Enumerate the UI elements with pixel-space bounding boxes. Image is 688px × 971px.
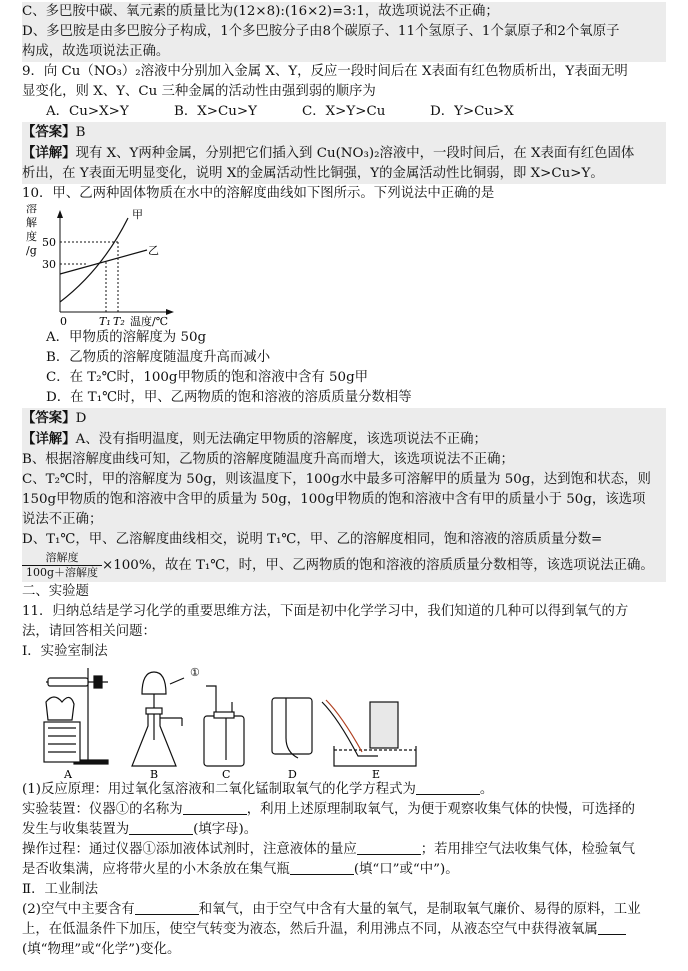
- q11-apparatus-line-2: 发生与收集装置为 (填字母)。: [22, 822, 258, 837]
- q9-options: [22, 102, 666, 122]
- ylabel-char-1: 溶: [26, 204, 37, 215]
- apparatus-c: [204, 686, 244, 766]
- q9-detail-2: 析出，在 Y表面无明显变化，说明 X的金属活动性比铜强，Y的金属活动性比铜弱，即 X>Cu>Y。: [22, 164, 666, 184]
- label-e: E: [372, 768, 381, 780]
- q10-stem: 10．甲、乙两种固体物质在水中的溶解度曲线如下图所示。下列说法中正确的是: [22, 186, 495, 201]
- q9-answer-value: B: [75, 125, 86, 140]
- apparatus-d: [272, 698, 312, 758]
- q10-answer-value: D: [75, 411, 87, 426]
- solubility-chart: [22, 204, 222, 328]
- solubility-graph: [22, 204, 666, 328]
- q9-stem-2: 显变化，则 X、Y、Cu 三种金属的活动性由强到弱的顺序为: [22, 84, 376, 99]
- tick-t2: T₂: [113, 315, 125, 328]
- answer-blank-instrument[interactable]: [183, 801, 247, 815]
- label-c: C: [222, 768, 231, 780]
- q11-apparatus-line: 实验装置：仪器①的名称为 ，利用上述原理制取氧气，为便于观察收集气体的快慢，可选择的: [22, 802, 636, 817]
- x-axis-label: 温度/℃: [130, 315, 169, 328]
- answer-tag: 【答案】: [22, 124, 76, 140]
- tick-50: 50: [42, 236, 56, 249]
- tick-30: 30: [42, 258, 56, 271]
- q10-option-c: C．在 T₂℃时，100g甲物质的饱和溶液中含有 50g甲: [46, 370, 369, 385]
- curve-jia-label: 甲: [132, 208, 143, 221]
- q9-option-c: C．X>Y>Cu: [302, 104, 386, 119]
- q9-option-a: A．Cu>X>Y: [46, 104, 129, 119]
- part-1-heading: Ⅰ．实验室制法: [22, 644, 108, 659]
- mass-fraction-formula: $\frac{\text{溶解度}}{\text{100g＋溶解度}}$: [22, 551, 102, 580]
- q9-option-d: D．Y>Cu>X: [430, 104, 514, 119]
- apparatus-e: [322, 700, 416, 766]
- q10-detail-c3: 说法不正确；: [22, 510, 666, 530]
- apparatus-diagram: [22, 662, 422, 780]
- apparatus-figure: [22, 662, 666, 780]
- option-d-explanation-1: D、多巴胺是由多巴胺分子构成，1个多巴胺分子由8个碳原子、11个氢原子、1个氯原子和2个氧原子: [22, 22, 666, 42]
- q11-procedure-line-2: 是否收集满，应将带火星的小木条放在集气瓶 (填“口”或“中”)。: [22, 862, 459, 877]
- ylabel-char-4: /g: [26, 244, 37, 257]
- q10-option-a: A．甲物质的溶解度为 50g: [46, 330, 207, 345]
- q10-detail-d1: D、T₁℃，甲、乙溶解度曲线相交，说明 T₁℃，甲、乙的溶解度相同，饱和溶液的溶质质量分数=: [22, 530, 666, 550]
- q9-answer: [22, 122, 666, 143]
- ylabel-char-3: 度: [26, 230, 37, 243]
- label-d: D: [288, 768, 297, 780]
- part-2-heading: Ⅱ．工业制法: [22, 882, 99, 897]
- detail-tag: 【详解】: [22, 145, 76, 161]
- curve-yi: [60, 250, 147, 274]
- answer-blank-position[interactable]: [290, 861, 354, 875]
- q11-procedure-line: 操作过程：通过仪器①添加液体试剂时，注意液体的量应 ；若用排空气法收集气体，检验氧气: [22, 842, 636, 857]
- tick-t1: T₁: [99, 315, 111, 328]
- apparatus-b: [132, 672, 184, 766]
- answer-blank-liquid-amount[interactable]: [357, 841, 421, 855]
- q9-detail-1: 【详解】现有 X、Y两种金属，分别把它们插入到 Cu(NO₃)₂溶液中，一段时间后，在 X表面有红色固体: [22, 143, 666, 164]
- q11-industrial-line-3: (填“物理”或“化学”)变化。: [22, 942, 181, 957]
- q11-stem-2: 法，请回答相关问题：: [22, 624, 156, 639]
- apparatus-a: [44, 668, 108, 764]
- detail-tag: 【详解】: [22, 431, 76, 447]
- q9-stem-1: 9．向 Cu（NO₃）₂溶液中分别加入金属 X、Y，反应一段时间后在 X表面有红色物质析出，Y表面无明: [22, 64, 628, 79]
- answer-blank-equation[interactable]: [416, 781, 480, 795]
- answer-blank-change-type[interactable]: [598, 921, 626, 935]
- q10-detail-d2: $\frac{\text{溶解度}}{\text{100g＋溶解度}}$ ×100%，故在 T₁℃，时，甲、乙两物质的饱和溶液的溶质质量分数相等，该选项说法正确。: [22, 550, 666, 582]
- label-a: A: [64, 768, 72, 780]
- instrument-marker: ①: [190, 666, 200, 679]
- label-b: B: [150, 768, 159, 780]
- q11-industrial-line: (2)空气中主要含有 和氧气，由于空气中含有大量的氧气，是制取氧气廉价、易得的原料，工业: [22, 902, 641, 917]
- ylabel-char-2: 解: [26, 216, 37, 229]
- q10-detail-a: 【详解】A、没有指明温度，则无法确定甲物质的溶解度，该选项说法不正确；: [22, 429, 666, 450]
- q10-option-b: B．乙物质的溶解度随温度升高而减小: [46, 350, 271, 365]
- q11-stem-1: 11．归纳总结是学习化学的重要思维方法，下面是初中化学学习中，我们知道的几种可以得到氧气的方: [22, 604, 629, 619]
- q10-option-d: D．在 T₁℃时，甲、乙两物质的饱和溶液的溶质质量分数相等: [46, 390, 412, 405]
- q10-detail-c1: C、T₂℃时，甲的溶解度为 50g，则该温度下，100g水中最多可溶解甲的质量为 50g，达到饱和状态，则: [22, 470, 666, 490]
- section-heading: 二、实验题: [22, 584, 89, 599]
- q11-industrial-line-2: 上，在低温条件下加压，使空气转变为液态，然后升温，利用沸点不同，从液态空气中获得液氧属: [22, 920, 666, 940]
- option-c-explanation: C、多巴胺中碳、氧元素的质量比为(12×8):(16×2)=3:1，故选项说法不正确；: [22, 2, 666, 22]
- curve-yi-label: 乙: [148, 244, 159, 257]
- q11-part1-reaction: (1)反应原理：用过氧化氢溶液和二氧化锰制取氧气的化学方程式为 。: [22, 782, 494, 797]
- option-d-explanation-2: 构成，故选项说法正确。: [22, 42, 666, 62]
- q10-detail-b: B、根据溶解度曲线可知，乙物质的溶解度随温度升高而增大，该选项说法不正确；: [22, 450, 666, 470]
- answer-blank-air-component[interactable]: [135, 901, 199, 915]
- answer-blank-devices[interactable]: [129, 821, 193, 835]
- tick-origin: 0: [60, 315, 67, 328]
- q9-option-b: B．X>Cu>Y: [174, 104, 257, 119]
- answer-tag: 【答案】: [22, 410, 76, 426]
- q10-detail-c2: 150g甲物质的饱和溶液中含甲的质量为 50g，100g甲物质的饱和溶液中含有甲的质量小于 50g，该选项: [22, 490, 666, 510]
- y-axis-arrow: [57, 210, 63, 218]
- q10-answer: [22, 408, 666, 429]
